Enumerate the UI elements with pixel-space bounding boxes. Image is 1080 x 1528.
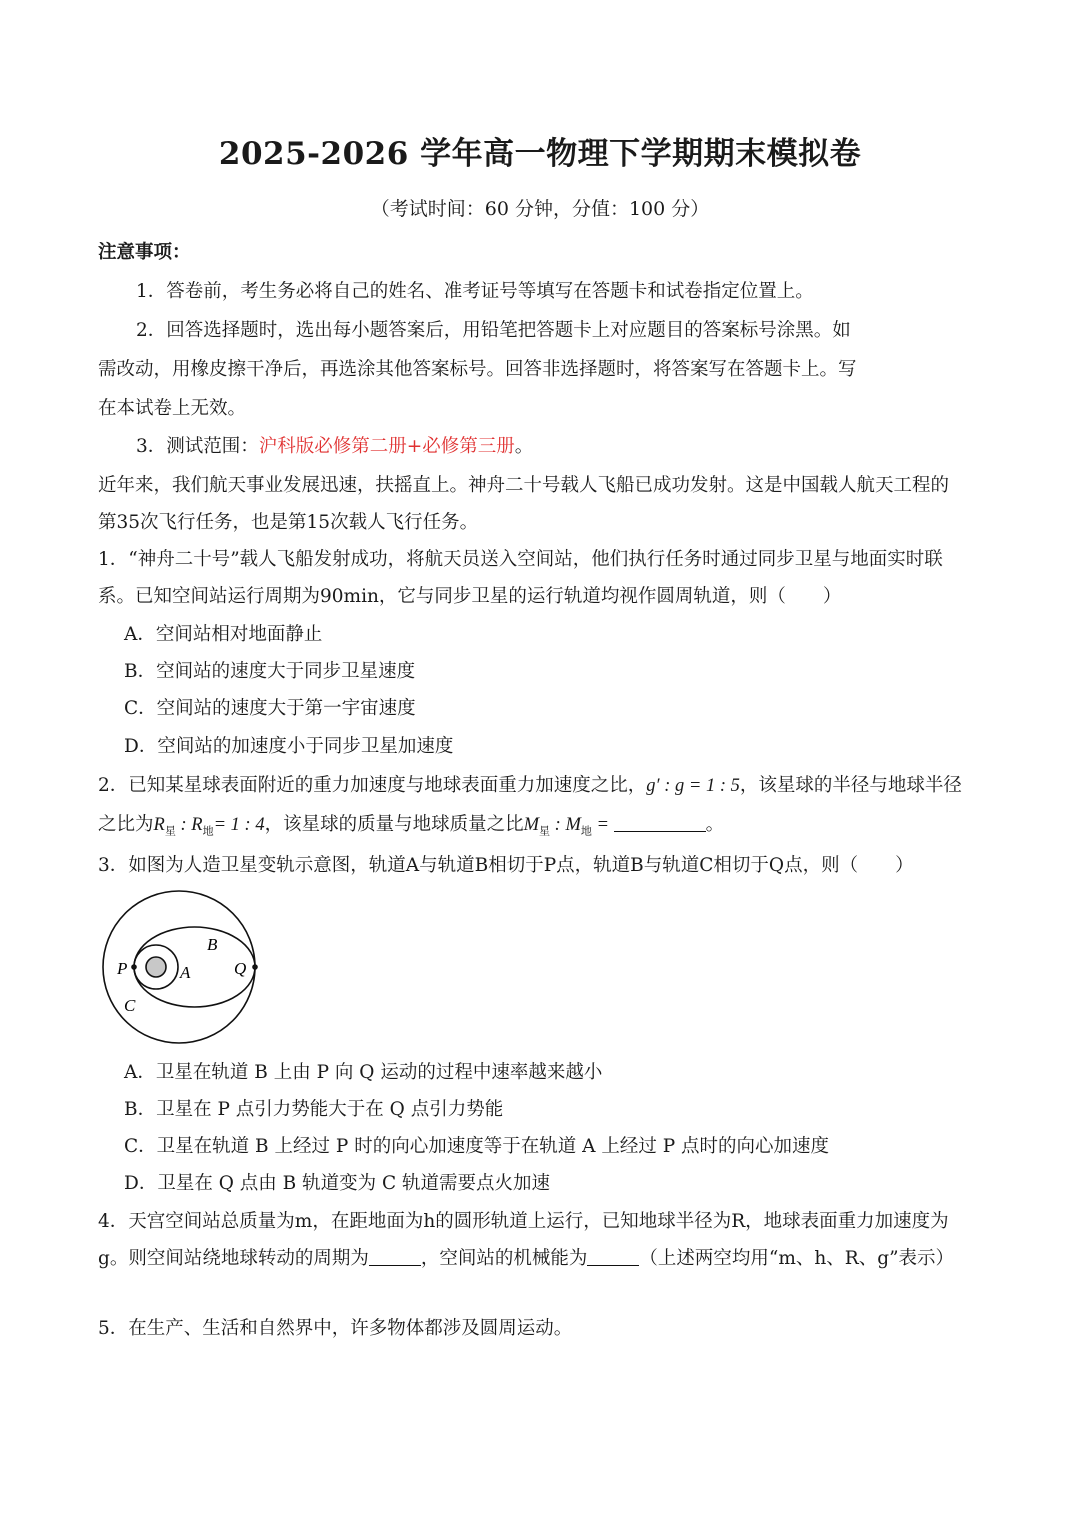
- q2-line-1-text: 2．已知某星球表面附近的重力加速度与地球表面重力加速度之比，: [98, 775, 647, 796]
- q3-stem: 3．如图为人造卫星变轨示意图，轨道A与轨道B相切于P点，轨道B与轨道C相切于Q点，则（ ）: [98, 855, 914, 876]
- q2-gravity-ratio: g′ : g = 1 : 5: [646, 776, 740, 796]
- q2-r-earth-sub: 地: [202, 824, 214, 838]
- notice-heading: 注意事项：: [98, 242, 191, 263]
- q4-line-2-mid: ，空间站的机械能为: [420, 1248, 588, 1269]
- q2-radius-ratio: = 1 : 4: [213, 815, 265, 835]
- q2-line-2-text: 之比为: [98, 814, 154, 835]
- exam-title: 2025-2026 学年高一物理下学期期末模拟卷: [218, 136, 862, 172]
- intro-line-1: 近年来，我们航天事业发展迅速，扶摇直上。神舟二十号载人飞船已成功发射。这是中国载人航天工程的: [98, 475, 950, 496]
- exam-subtitle: （考试时间：60 分钟，分值：100 分）: [370, 198, 710, 220]
- notice-item-2-line-3: 在本试卷上无效。: [98, 398, 247, 419]
- q2-r-star: R: [153, 815, 165, 835]
- q4-line-2-text: g。则空间站绕地球转动的周期为: [98, 1248, 369, 1269]
- notice-item-3-suffix: 。: [514, 436, 534, 457]
- q5-stem: 5．在生产、生活和自然界中，许多物体都涉及圆周运动。: [98, 1318, 573, 1339]
- q4-period-blank[interactable]: [369, 1247, 421, 1266]
- intro-line-2: 第35次飞行任务，也是第15次载人飞行任务。: [98, 512, 479, 533]
- q2-r-star-sub: 星: [164, 824, 176, 838]
- q1-option-c: C．空间站的速度大于第一宇宙速度: [124, 698, 416, 719]
- q3-option-b: B．卫星在 P 点引力势能大于在 Q 点引力势能: [124, 1099, 504, 1120]
- q1-option-a: A．空间站相对地面静止: [124, 624, 323, 645]
- q1-option-b: B．空间站的速度大于同步卫星速度: [124, 661, 416, 682]
- q2-line-2-end: 。: [705, 814, 725, 835]
- label-q: Q: [234, 959, 247, 978]
- q2-r-earth: R: [191, 815, 203, 835]
- q2-line-2-mid: ，该星球的质量与地球质量之比: [264, 814, 524, 835]
- label-b: B: [207, 935, 218, 954]
- q1-stem-line-2: 系。已知空间站运行周期为90min，它与同步卫星的运行轨道均视作圆周轨道，则（ ）: [98, 586, 842, 607]
- test-scope: 沪科版必修第二册+必修第三册: [258, 436, 515, 457]
- q2-line-2: 之比为$R_星$ : $R_地= 1$ : 4，该星球的质量与地球质量之比$M_星$ : $M_地$ = 。: [98, 814, 725, 838]
- notice-item-3: [136, 432, 533, 458]
- q4-line-2-tail: （上述两空均用“m、h、R、g”表示）: [639, 1248, 955, 1269]
- q3-option-a: A．卫星在轨道 B 上由 P 向 Q 运动的过程中速率越来越小: [124, 1062, 603, 1083]
- q2-m-star: M: [523, 815, 540, 835]
- q3-option-d: D．卫星在 Q 点由 B 轨道变为 C 轨道需要点火加速: [124, 1173, 551, 1194]
- earth-icon: [146, 957, 166, 977]
- q1-option-d: D．空间站的加速度小于同步卫星加速度: [124, 736, 454, 757]
- q4-line-1: 4．天宫空间站总质量为m，在距地面为h的圆形轨道上运行，已知地球半径为R，地球表面重力加速度为: [98, 1211, 949, 1232]
- notice-item-1: 1．答卷前，考生务必将自己的姓名、准考证号等填写在答题卡和试卷指定位置上。: [136, 281, 814, 302]
- notice-item-2-line-2: 需改动，用橡皮擦干净后，再选涂其他答案标号。回答非选择题时，将答案写在答题卡上。写: [98, 359, 857, 380]
- q2-m-earth-sub: 地: [580, 824, 592, 838]
- q2-answer-blank[interactable]: [614, 813, 706, 832]
- q2-m-star-sub: 星: [539, 824, 551, 838]
- q3-option-c: C．卫星在轨道 B 上经过 P 时的向心加速度等于在轨道 A 上经过 P 点时的向心加速度: [124, 1136, 830, 1157]
- orbit-diagram: [100, 890, 265, 1050]
- q2-line-1: [98, 771, 962, 797]
- point-p: [131, 964, 137, 970]
- notice-item-2-line-1: 2．回答选择题时，选出每小题答案后，用铅笔把答题卡上对应题目的答案标号涂黑。如: [136, 320, 851, 341]
- q2-m-earth: M: [565, 815, 581, 835]
- q1-stem-line-1: 1．“神舟二十号”载人飞船发射成功，将航天员送入空间站，他们执行任务时通过同步卫星与地面实时联: [98, 549, 943, 570]
- q4-line-2: [98, 1244, 954, 1270]
- point-q: [252, 964, 258, 970]
- q4-energy-blank[interactable]: [587, 1247, 639, 1266]
- notice-item-3-prefix: 3．测试范围：: [136, 436, 259, 457]
- label-a: A: [180, 963, 191, 982]
- q2-line-1-tail: ，该星球的半径与地球半径: [739, 775, 962, 796]
- label-c: C: [124, 996, 136, 1015]
- label-p: P: [117, 959, 128, 978]
